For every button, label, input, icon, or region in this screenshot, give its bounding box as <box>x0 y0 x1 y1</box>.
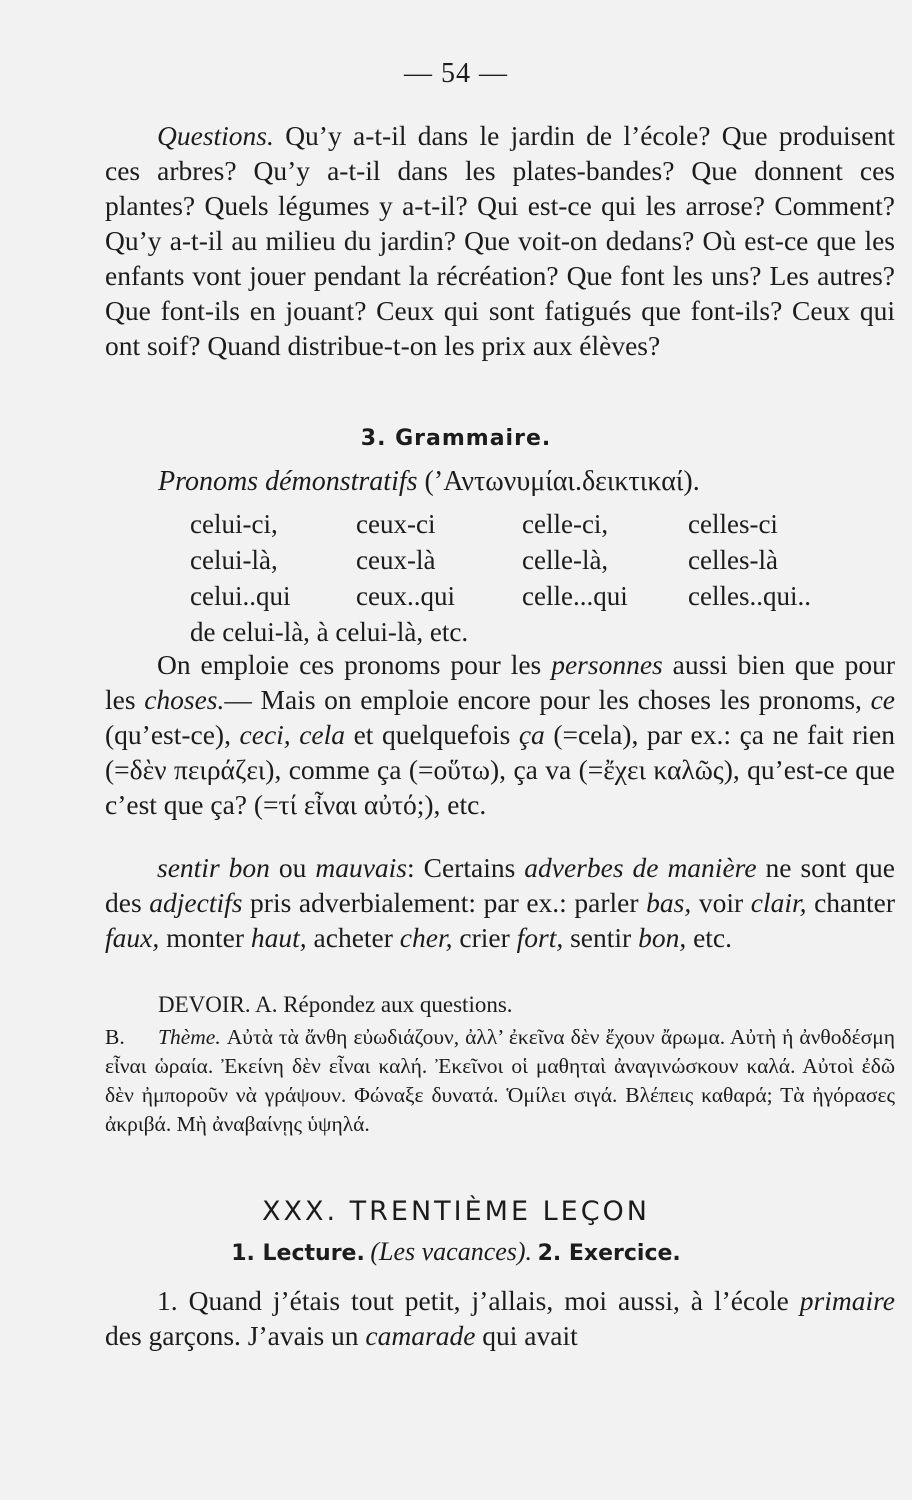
emph-choses: choses. <box>144 684 225 715</box>
text-run: ne sont que des <box>105 852 895 918</box>
section-title: Grammaire. <box>395 426 552 451</box>
text-run: sentir <box>563 922 639 953</box>
lesson-subtitle <box>0 1237 912 1267</box>
questions-label: Questions. <box>157 120 274 151</box>
table-cell: ceux..qui <box>356 581 455 611</box>
questions-text: Qu’y a-t-il dans le jardin de l’école? Que produisent ces arbres? Qu’y a-t-il dans les plates-bandes? Que donnent ces plantes? Quels légumes y a-t-il? Qui est-ce qui les arrose? Comment? Qu’y a-t-il au milieu du jardin? Que voit-on dedans? Où est-ce que les enfants vont jouer pendant la récréation? Que font les uns? Les autres? Que font-ils en jouant? Ceux qui sont fatigués que font-ils? Ceux qui ont soif? Quand distribue-t-on les prix aux élèves? <box>105 120 895 361</box>
text-run: (=cela), par ex.: ça ne fait rien (=δὲν πειράζει), comme ça (=οὕτω), ça va (=ἔχει καλῶς), qu’est-ce que c’est que ça? (=τί εἶναι αὐτό;), etc. <box>105 719 896 820</box>
text-run: monter <box>159 922 251 953</box>
emph-fort: fort, <box>516 922 564 953</box>
table-cell: celle...qui <box>522 581 628 611</box>
table-row <box>190 506 854 542</box>
text-run: acheter <box>306 922 400 953</box>
section-heading-grammaire: 3. Grammaire. <box>360 426 552 451</box>
emph-ceci-cela: ceci, cela <box>239 719 346 750</box>
emph-sentir-bon: sentir bon <box>157 852 270 883</box>
text-run: qui avait <box>475 1320 578 1351</box>
theme-text: Αὐτὰ τὰ ἄνθη εὐωδιάζουν, ἀλλ’ ἐκεῖνα δὲν ἔχουν ἄρωμα. Αὐτὴ ἡ ἀνθοδέσμη εἶναι ὡραία. Ἐκείνη δὲν εἶναι καλή. Ἐκεῖνοι οἱ μαθηταὶ ἀναγινώσκουν καλά. Αὐτοὶ ἐδῶ δὲν ἠμποροῦν νὰ γράψουν. Φώναξε δυνατά. Ὁμίλει σιγά. Βλέπεις καθαρά; Τὰ ἠγόρασες ἀκριβά. Μὴ ἀναβαίνῃς ὑψηλά. <box>105 1025 895 1136</box>
table-cell: celle-ci, <box>522 509 609 539</box>
text-run: voir <box>691 887 751 918</box>
table-cell: celle-là, <box>522 545 609 575</box>
pronoms-title-greek: (’Αντωνυμίαι.δεικτικαί). <box>417 466 700 497</box>
table-cell: celui..qui <box>190 581 291 611</box>
text-run: aussi bien que pour les <box>105 649 895 715</box>
table-row <box>190 578 854 614</box>
text-run: — Mais on emploie encore pour les choses les pronoms, <box>224 684 871 715</box>
table-row <box>190 542 854 578</box>
emph-personnes: personnes <box>551 649 663 680</box>
text-run: des garçons. J’avais un <box>105 1320 366 1351</box>
page-number: — 54 — <box>404 58 508 89</box>
emph-cher: cher, <box>399 922 453 953</box>
text-run: ou <box>269 852 316 883</box>
emph-bon: bon, <box>638 922 687 953</box>
emph-adjectifs: adjectifs <box>149 887 243 918</box>
lesson-title: XXX. TRENTIÈME LEÇON <box>261 1196 651 1227</box>
theme-lead: B. <box>105 1025 125 1049</box>
text-run: (qu’est-ce), <box>105 719 240 750</box>
table-row <box>190 614 854 650</box>
text-run: 1. Quand j’étais tout petit, j’allais, moi aussi, à l’école <box>157 1285 800 1316</box>
text-run: crier <box>452 922 517 953</box>
table-last-line: de celui-là, à celui-là, etc. <box>190 617 469 647</box>
paragraph-adverbes <box>105 850 895 955</box>
table-cell: celles-là <box>688 545 778 575</box>
table-cell: celui-là, <box>190 545 278 575</box>
questions-paragraph <box>105 118 895 363</box>
emph-bas: bas, <box>646 887 692 918</box>
emph-adverbes: adverbes de manière <box>524 852 757 883</box>
emph-mauvais: mauvais <box>315 852 408 883</box>
text-run: et quelquefois <box>345 719 519 750</box>
table-cell: ceux-ci <box>356 509 436 539</box>
emph-camarade: camarade <box>365 1320 476 1351</box>
table-cell: celui-ci, <box>190 509 278 539</box>
devoir-line: DEVOIR. A. Répondez aux questions. <box>158 992 513 1017</box>
text-run: etc. <box>686 922 733 953</box>
emph-ce: ce <box>870 684 895 715</box>
emph-primaire: primaire <box>799 1285 895 1316</box>
table-cell: ceux-là <box>356 545 436 575</box>
pronoms-title <box>158 466 700 498</box>
emph-ca: ça <box>518 719 545 750</box>
section-number: 3 <box>360 426 378 451</box>
text-run: pris adverbialement: par ex.: parler <box>242 887 647 918</box>
vacances-title: (Les vacances). <box>370 1237 533 1266</box>
pronoun-table <box>190 506 854 650</box>
lecture-text <box>105 1283 895 1353</box>
theme-label: Thème. <box>158 1025 221 1049</box>
text-run: : Certains <box>407 852 525 883</box>
table-cell: celles..qui.. <box>688 581 811 611</box>
paragraph-pronoms-usage <box>105 647 895 822</box>
pronoms-title-fr: Pronoms démonstratifs <box>158 466 418 497</box>
table-cell: celles-ci <box>688 509 778 539</box>
emph-haut: haut, <box>250 922 307 953</box>
exercice-label: 2. Exercice. <box>537 1241 681 1266</box>
emph-clair: clair, <box>750 887 807 918</box>
text-run: chanter <box>806 887 895 918</box>
text-run: On emploie ces pronoms pour les <box>157 649 552 680</box>
theme-exercise <box>105 1023 895 1139</box>
emph-faux: faux, <box>105 922 160 953</box>
lecture-label: 1. Lecture. <box>231 1241 365 1266</box>
